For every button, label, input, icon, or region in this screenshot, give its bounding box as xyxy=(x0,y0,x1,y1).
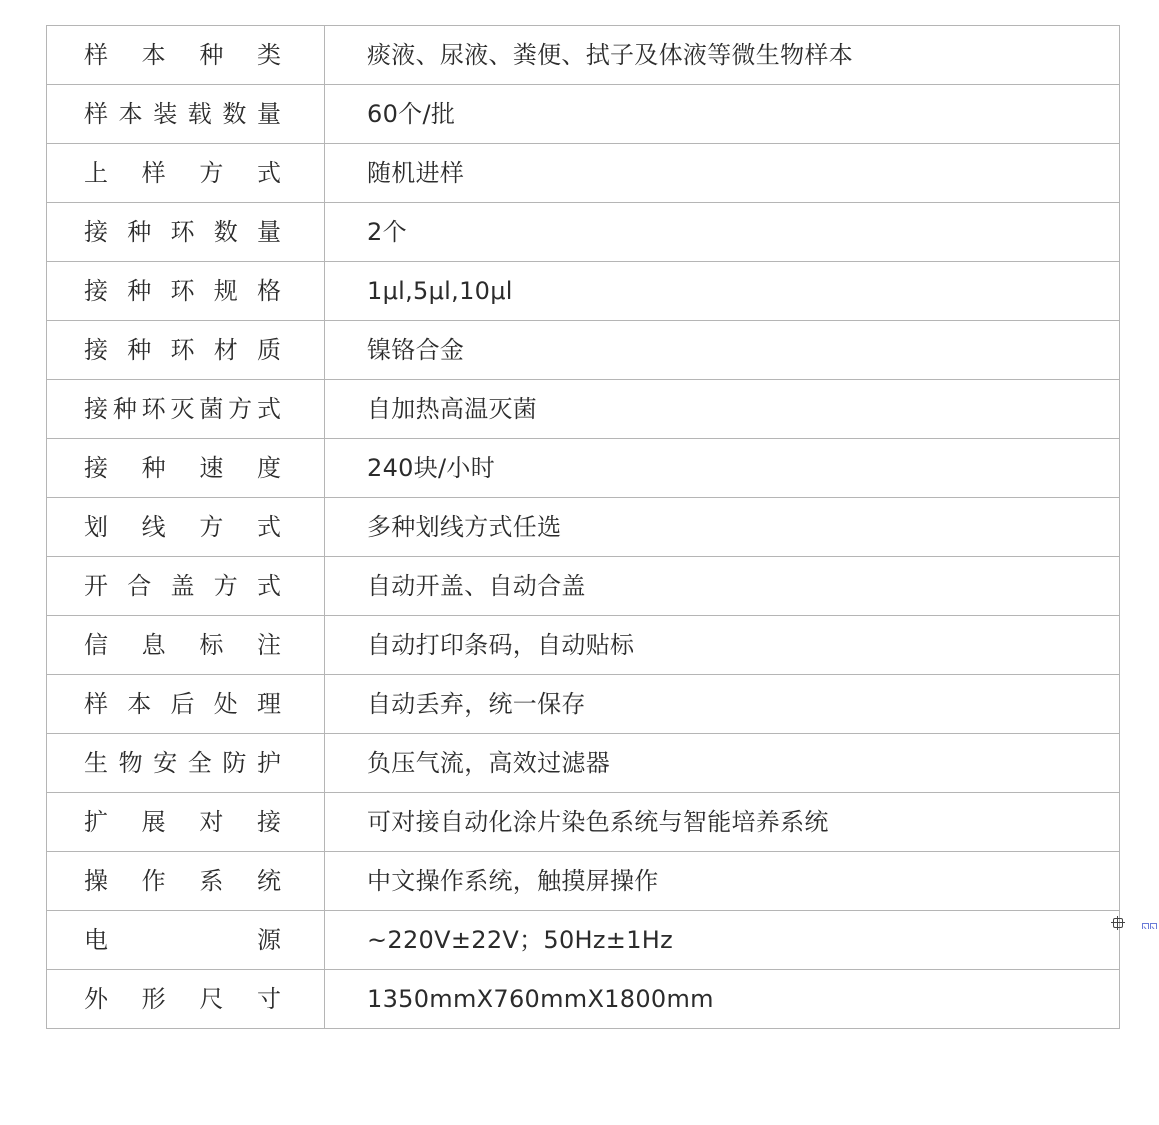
spec-value: 自加热高温灭菌 xyxy=(325,380,1120,439)
table-row xyxy=(47,970,1120,1029)
spec-label: 样本种类 xyxy=(47,26,325,85)
spec-value: 负压气流，高效过滤器 xyxy=(325,734,1120,793)
table-row xyxy=(47,498,1120,557)
spec-value: 1μl,5μl,10μl xyxy=(325,262,1120,321)
spec-value: 自动开盖、自动合盖 xyxy=(325,557,1120,616)
table-row xyxy=(47,262,1120,321)
spec-value: 60个/批 xyxy=(325,85,1120,144)
spec-table-body xyxy=(47,26,1120,1029)
table-row xyxy=(47,439,1120,498)
table-row xyxy=(47,26,1120,85)
spec-value: 240块/小时 xyxy=(325,439,1120,498)
spec-value: 可对接自动化涂片染色系统与智能培养系统 xyxy=(325,793,1120,852)
spec-value: 2个 xyxy=(325,203,1120,262)
spec-label: 扩展对接 xyxy=(47,793,325,852)
spec-label: 上样方式 xyxy=(47,144,325,203)
table-row xyxy=(47,852,1120,911)
spec-label: 接种环数量 xyxy=(47,203,325,262)
table-row xyxy=(47,144,1120,203)
spec-value: 随机进样 xyxy=(325,144,1120,203)
spec-label: 开合盖方式 xyxy=(47,557,325,616)
spec-value: 中文操作系统，触摸屏操作 xyxy=(325,852,1120,911)
spec-label: 样本装载数量 xyxy=(47,85,325,144)
table-row xyxy=(47,734,1120,793)
spec-label: 操作系统 xyxy=(47,852,325,911)
move-anchor-icon[interactable] xyxy=(1113,918,1123,928)
spec-value: 1350mmX760mmX1800mm xyxy=(325,970,1120,1029)
spec-label: 接种环材质 xyxy=(47,321,325,380)
spec-label: 电源 xyxy=(47,911,325,970)
table-row xyxy=(47,616,1120,675)
spec-value: ~220V±22V；50Hz±1Hz xyxy=(325,911,1120,970)
spec-label: 接种环规格 xyxy=(47,262,325,321)
table-row xyxy=(47,911,1120,970)
spec-value: 痰液、尿液、粪便、拭子及体液等微生物样本 xyxy=(325,26,1120,85)
spec-label: 划线方式 xyxy=(47,498,325,557)
spec-value: 自动丢弃，统一保存 xyxy=(325,675,1120,734)
table-row xyxy=(47,557,1120,616)
spec-value: 镍铬合金 xyxy=(325,321,1120,380)
spec-value: 多种划线方式任选 xyxy=(325,498,1120,557)
table-row xyxy=(47,793,1120,852)
table-row xyxy=(47,675,1120,734)
spec-label: 样本后处理 xyxy=(47,675,325,734)
spec-label: 外形尺寸 xyxy=(47,970,325,1029)
table-row xyxy=(47,85,1120,144)
spec-label: 接种速度 xyxy=(47,439,325,498)
table-row xyxy=(47,203,1120,262)
spec-label: 接种环灭菌方式 xyxy=(47,380,325,439)
spec-table xyxy=(46,25,1120,1029)
table-row xyxy=(47,321,1120,380)
table-edge-marker-icon xyxy=(1142,918,1159,929)
table-row xyxy=(47,380,1120,439)
spec-label: 生物安全防护 xyxy=(47,734,325,793)
spec-value: 自动打印条码，自动贴标 xyxy=(325,616,1120,675)
spec-label: 信息标注 xyxy=(47,616,325,675)
